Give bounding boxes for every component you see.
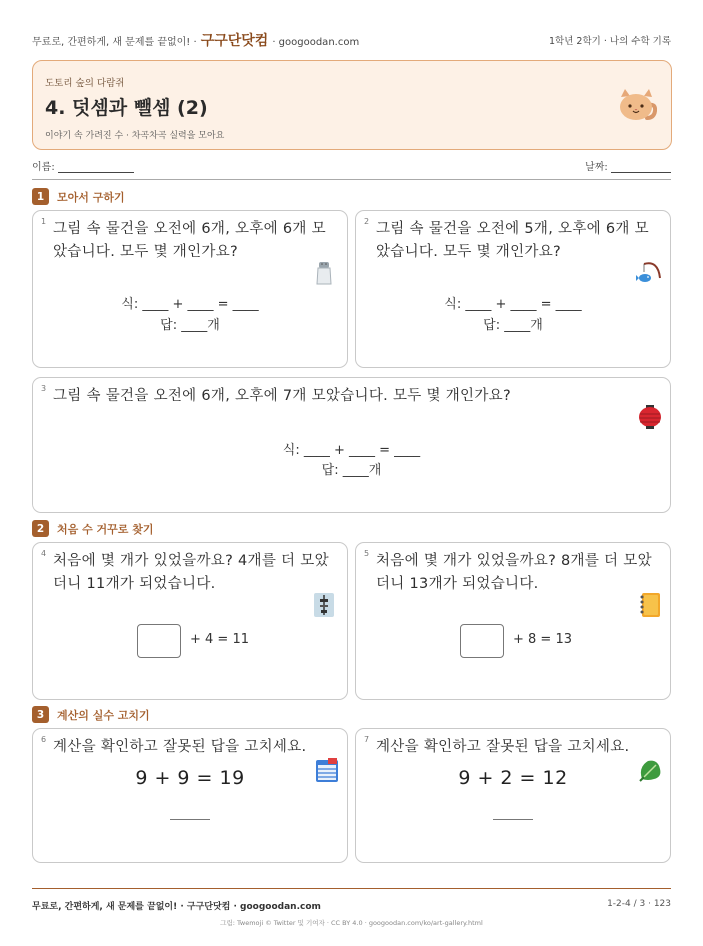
problem-card-2 [355, 210, 671, 368]
name-field[interactable] [32, 158, 134, 173]
section-3-heading [32, 706, 150, 723]
problem-number: 4 [41, 549, 47, 558]
date-label: 날짜: [585, 162, 608, 173]
problem-number: 6 [41, 735, 47, 744]
equation-remainder: + 4 = 11 [190, 632, 249, 647]
answer-blank[interactable]: 답: ____개 [321, 463, 382, 478]
problem-text: 계산을 확인하고 잘못된 답을 고치세요. [376, 739, 630, 755]
problem-card-6 [32, 728, 348, 863]
site-url: · googoodan.com [272, 37, 360, 48]
section-1-heading [32, 188, 125, 205]
breadcrumb: 1학년 2학기 · 나의 수학 기록 [549, 36, 671, 47]
section-2-heading [32, 520, 154, 537]
notebook-icon [638, 592, 662, 618]
name-blank[interactable] [58, 162, 134, 173]
correction-blank[interactable] [493, 819, 533, 820]
date-field[interactable] [585, 158, 671, 173]
equation-blank[interactable]: 식: ____ + ____ = ____ [121, 297, 259, 312]
problem-number: 5 [364, 549, 370, 558]
page-title: 4. 덧셈과 뺄셈 (2) [45, 97, 208, 119]
problem-card-5 [355, 542, 671, 700]
site-tagline [32, 30, 359, 50]
name-date-row [32, 158, 671, 180]
correction-blank[interactable] [170, 819, 210, 820]
missing-number-box[interactable] [137, 624, 181, 658]
salt-shaker-icon [313, 260, 335, 286]
section-number: 2 [32, 520, 49, 537]
abacus-icon [313, 592, 335, 618]
red-lantern-icon [638, 404, 662, 430]
fishing-pole-icon [636, 260, 662, 286]
problem-number: 7 [364, 735, 370, 744]
equation-blank[interactable]: 식: ____ + ____ = ____ [444, 297, 582, 312]
missing-number-box[interactable] [460, 624, 504, 658]
date-blank[interactable] [611, 162, 671, 173]
equation-remainder: + 8 = 13 [513, 632, 572, 647]
problem-text: 그림 속 물건을 오전에 5개, 오후에 6개 모았습니다. 모두 몇 개인가요? [376, 221, 649, 260]
given-calculation: 9 + 2 = 12 [458, 767, 568, 789]
problem-number: 1 [41, 217, 47, 226]
footer-divider [32, 888, 671, 889]
problem-card-4 [32, 542, 348, 700]
image-credit: 그림: Twemoji © Twitter 및 기여자 · CC BY 4.0 · googoodan.com/ko/art-gallery.html [220, 919, 483, 927]
problem-text: 그림 속 물건을 오전에 6개, 오후에 6개 모았습니다. 모두 몇 개인가요? [53, 221, 326, 260]
problem-text: 계산을 확인하고 잘못된 답을 고치세요. [53, 739, 307, 755]
problem-text: 그림 속 물건을 오전에 6개, 오후에 7개 모았습니다. 모두 몇 개인가요? [53, 388, 511, 404]
section-title: 모아서 구하기 [57, 190, 125, 204]
slogan: 무료로, 간편하게, 새 문제를 끝없이! · [32, 37, 197, 48]
footer-tagline: 무료로, 간편하게, 새 문제를 끝없이! · 구구단닷컴 · googoodan.com [32, 902, 321, 912]
equation-blank[interactable]: 식: ____ + ____ = ____ [282, 443, 421, 458]
worksheet-header [32, 60, 672, 150]
section-number: 3 [32, 706, 49, 723]
page-code: 1-2-4 / 3 · 123 [607, 899, 671, 909]
brand-name: 구구단닷컴 [200, 33, 269, 49]
section-title: 처음 수 거꾸로 찾기 [57, 522, 154, 536]
answer-blank[interactable]: 답: ____개 [160, 318, 220, 333]
name-label: 이름: [32, 162, 55, 173]
problem-card-3 [32, 377, 671, 513]
problem-text: 처음에 몇 개가 있었을까요? 8개를 더 모았더니 13개가 되었습니다. [376, 553, 652, 592]
problem-number: 2 [364, 217, 370, 226]
problem-card-7 [355, 728, 671, 863]
answer-blank[interactable]: 답: ____개 [483, 318, 543, 333]
problem-card-1 [32, 210, 348, 368]
cat-face-icon [617, 87, 657, 123]
section-title: 계산의 실수 고치기 [57, 708, 150, 722]
header-eyebrow: 도토리 숲의 다람쥐 [45, 78, 125, 89]
given-calculation: 9 + 9 = 19 [135, 767, 245, 789]
header-subtitle: 이야기 속 가려진 수 · 차곡차곡 실력을 모아요 [45, 131, 225, 141]
problem-text: 처음에 몇 개가 있었을까요? 4개를 더 모았더니 11개가 되었습니다. [53, 553, 329, 592]
problem-number: 3 [41, 384, 47, 393]
section-number: 1 [32, 188, 49, 205]
top-bar [32, 30, 671, 50]
